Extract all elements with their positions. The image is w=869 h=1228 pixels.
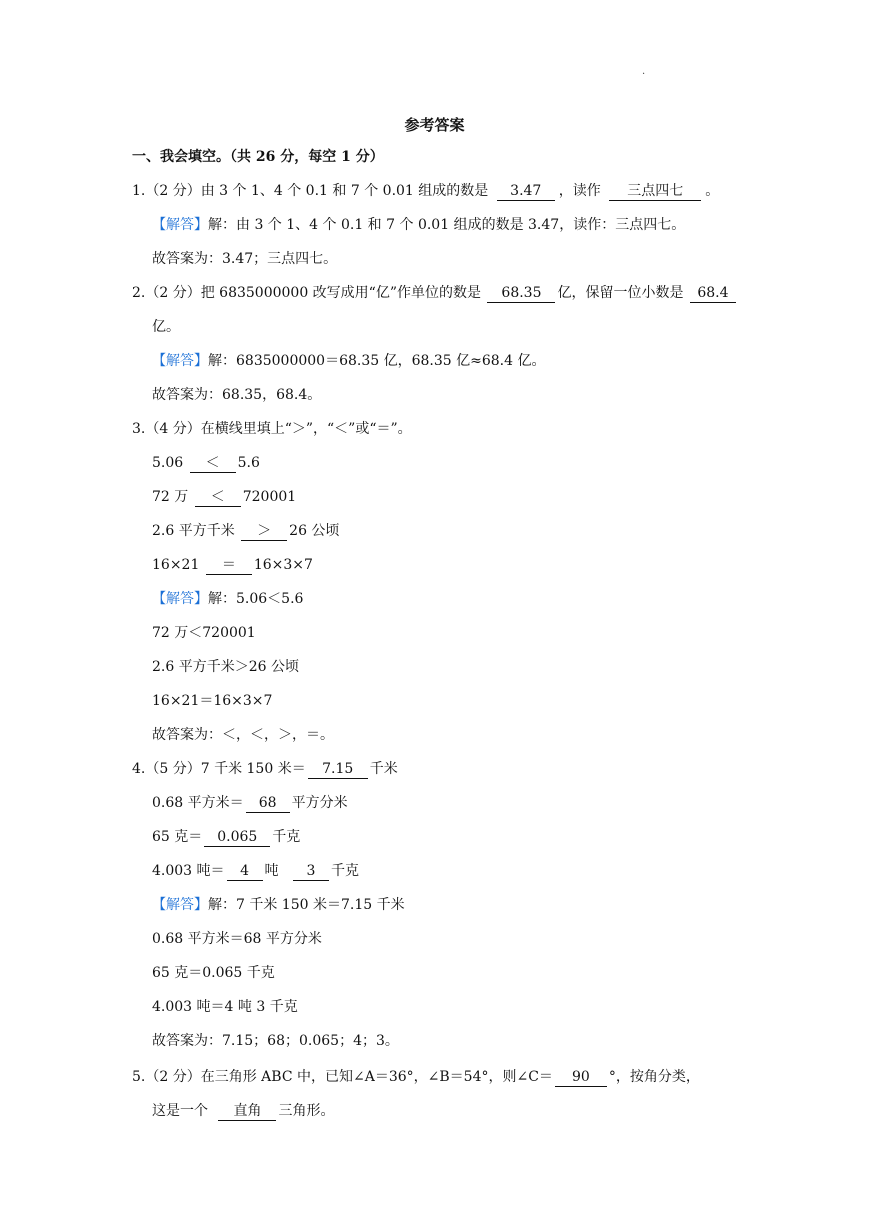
q3-solution — [152, 588, 303, 610]
q4-solution-text: 解：7 千米 150 米＝7.15 千米 — [208, 897, 405, 913]
question-3: 3.（4 分）在横线里填上“＞”，“＜”或“＝”。 — [132, 421, 412, 437]
question-1 — [132, 180, 719, 202]
q1-text-mid: ，读作 — [558, 183, 601, 199]
q4-blank-3: 0.065 — [204, 828, 270, 847]
q3-blank-2: ＜ — [195, 488, 241, 507]
q2-text-cont: 亿。 — [152, 319, 180, 335]
q4-r3-right: 千克 — [272, 829, 301, 845]
q4-final: 故答案为：7.15；68；0.065；4；3。 — [152, 1033, 399, 1049]
q3-r2-right: 720001 — [242, 489, 297, 505]
q4-r2-right: 平方分米 — [291, 795, 348, 811]
q3-r2-left: 72 万 — [152, 489, 189, 505]
q3-r3-left: 2.6 平方千米 — [152, 523, 235, 539]
q3-blank-1: ＜ — [190, 454, 236, 473]
q5-blank-2: 直角 — [218, 1102, 276, 1121]
q3-r3-right: 26 公顷 — [289, 523, 340, 539]
q1-blank-2: 三点四七 — [609, 182, 701, 201]
answer-tag: 【解答】 — [152, 897, 208, 913]
q4-blank-5: 3 — [293, 862, 329, 881]
q4-sol-3: 65 克＝0.065 千克 — [152, 965, 275, 981]
q4-blank-4: 4 — [227, 862, 263, 881]
q5-row-2 — [152, 1100, 334, 1122]
q4-r3-left: 65 克＝ — [152, 829, 203, 845]
q4-row-2 — [152, 792, 348, 814]
page-dot: . — [642, 66, 646, 77]
q3-sol-2: 72 万＜720001 — [152, 625, 256, 641]
q2-blank-2: 68.4 — [690, 284, 736, 303]
q3-row-4 — [152, 554, 313, 576]
q5-blank-1: 90 — [555, 1068, 607, 1087]
q2-text: 2.（2 分）把 6835000000 改写成用“亿”作单位的数是 — [132, 285, 482, 301]
answer-tag: 【解答】 — [152, 353, 208, 369]
q3-row-2 — [152, 486, 296, 508]
q1-blank-1: 3.47 — [497, 182, 555, 201]
q4-row-3 — [152, 826, 300, 848]
q3-blank-4: ＝ — [206, 556, 252, 575]
q4-solution — [152, 894, 405, 916]
q4-row-4 — [152, 860, 359, 882]
answer-tag: 【解答】 — [152, 591, 208, 607]
q2-blank-1: 68.35 — [487, 284, 555, 303]
q4-sol-2: 0.68 平方米＝68 平方分米 — [152, 931, 322, 947]
q1-text-end: 。 — [705, 183, 720, 199]
q3-row-1 — [152, 452, 260, 474]
q1-final: 故答案为：3.47；三点四七。 — [152, 251, 338, 267]
q3-sol-4: 16×21＝16×3×7 — [152, 693, 273, 709]
q3-blank-3: ＞ — [241, 522, 287, 541]
q2-final: 故答案为：68.35，68.4。 — [152, 387, 322, 403]
q4-r4-right: 千克 — [330, 863, 359, 879]
page-title: 参考答案 — [404, 116, 465, 134]
question-2 — [132, 282, 738, 304]
q3-solution-text: 解：5.06＜5.6 — [208, 591, 304, 607]
section-heading: 一、我会填空。（共 26 分，每空 1 分） — [132, 149, 384, 165]
q2-solution — [152, 350, 545, 372]
q3-r1-right: 5.6 — [237, 455, 260, 471]
q4-blank-1: 7.15 — [308, 760, 368, 779]
q4-blank-2: 68 — [246, 794, 290, 813]
q5-text-cont: 这是一个 — [152, 1103, 208, 1119]
q4-r1-right: 千米 — [369, 761, 398, 777]
q4-r1-left: 4.（5 分）7 千米 150 米＝ — [132, 761, 306, 777]
q4-r4-left: 4.003 吨＝ — [152, 863, 225, 879]
q1-solution-text: 解：由 3 个 1、4 个 0.1 和 7 个 0.01 组成的数是 3.47，读作：三点四七。 — [208, 217, 686, 233]
question-5 — [132, 1066, 700, 1088]
q3-row-3 — [152, 520, 339, 542]
q4-r2-left: 0.68 平方米＝ — [152, 795, 244, 811]
q1-text: 1.（2 分）由 3 个 1、4 个 0.1 和 7 个 0.01 组成的数是 — [132, 183, 489, 199]
q1-solution — [152, 214, 685, 236]
q4-r4-mid: 吨 — [264, 863, 279, 879]
q2-solution-text: 解：6835000000＝68.35 亿，68.35 亿≈68.4 亿。 — [208, 353, 546, 369]
q5-text-end: 三角形。 — [278, 1103, 335, 1119]
q5-text: 5.（2 分）在三角形 ABC 中，已知∠A＝36°，∠B＝54°，则∠C＝ — [132, 1069, 553, 1085]
q3-final: 故答案为：＜，＜，＞，＝。 — [152, 727, 334, 743]
q3-r4-left: 16×21 — [152, 557, 200, 573]
q3-r4-right: 16×3×7 — [253, 557, 313, 573]
q4-sol-4: 4.003 吨＝4 吨 3 千克 — [152, 999, 298, 1015]
q3-sol-3: 2.6 平方千米＞26 公顷 — [152, 659, 299, 675]
q2-text-mid: 亿，保留一位小数是 — [557, 285, 684, 301]
q3-r1-left: 5.06 — [152, 455, 184, 471]
q5-text-mid: °，按角分类， — [608, 1069, 700, 1085]
answer-tag: 【解答】 — [152, 217, 208, 233]
question-4 — [132, 758, 398, 780]
